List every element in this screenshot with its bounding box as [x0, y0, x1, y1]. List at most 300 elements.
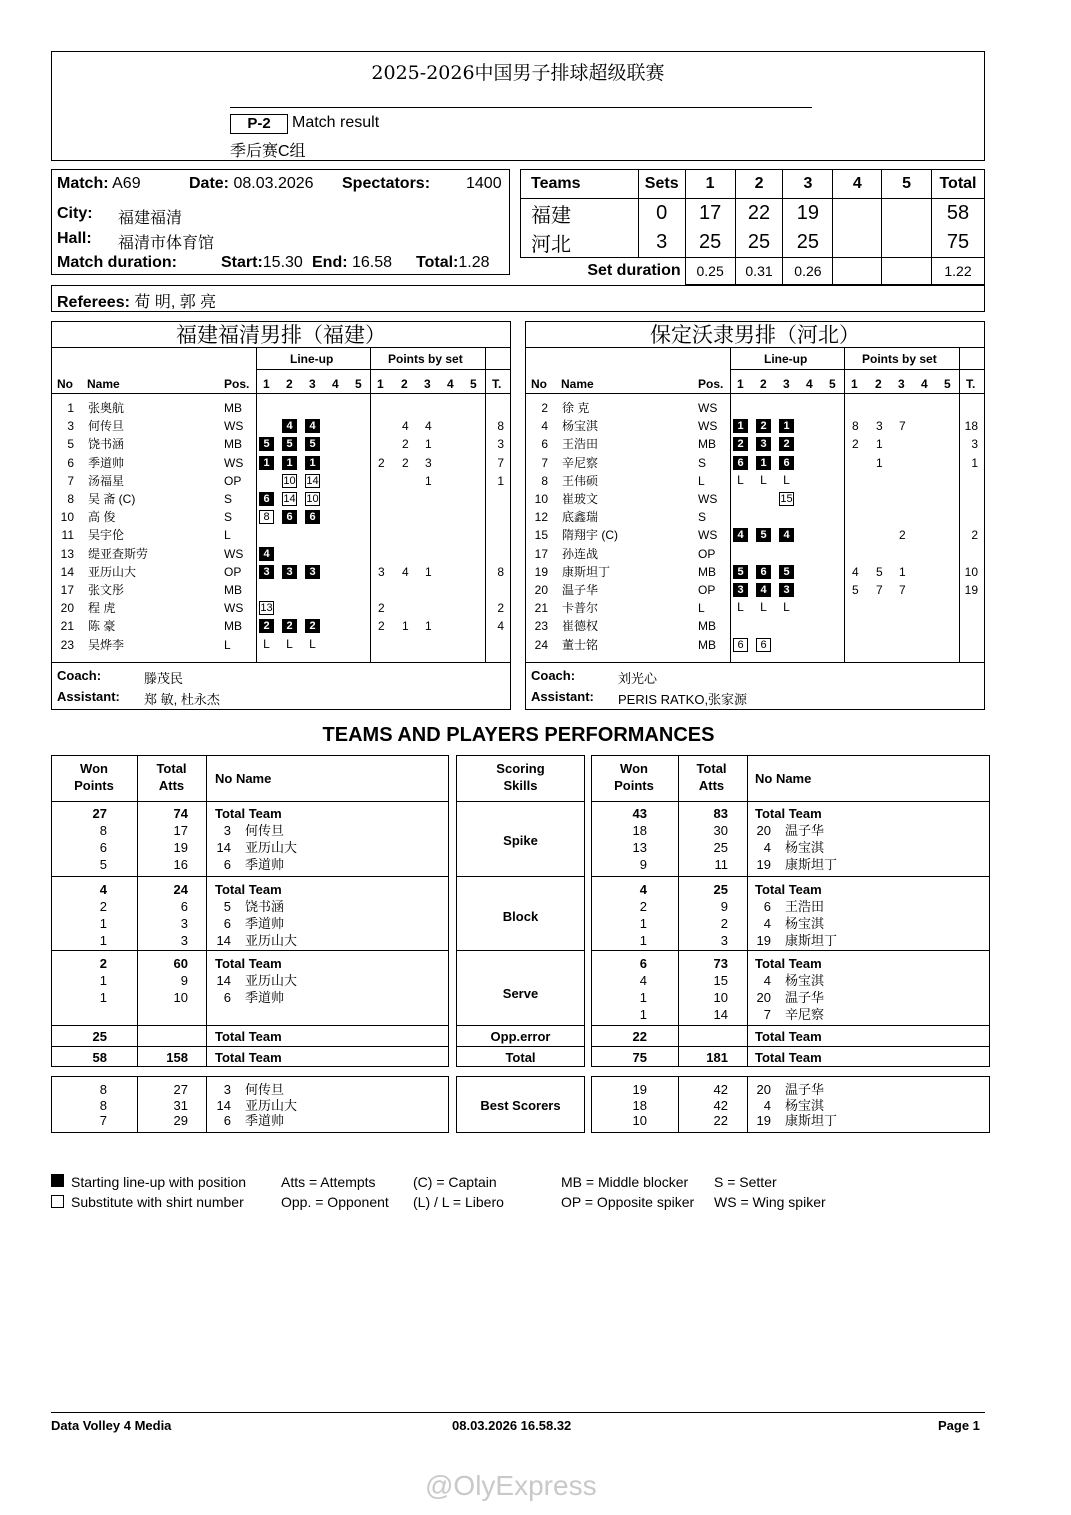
start-label: Start: — [221, 254, 263, 271]
hall-value: 福清市体育馆 — [118, 235, 215, 252]
player-position: OP — [698, 583, 716, 597]
substitute-box: 6 — [733, 638, 748, 652]
away-col-name: Name — [561, 377, 594, 391]
starting-lineup-swatch — [51, 1174, 64, 1187]
libero-mark: L — [760, 600, 767, 615]
legend-libero: (L) / L = Libero — [413, 1194, 504, 1210]
set-points: 8 — [852, 419, 859, 434]
best-scorer-atts: 42 — [713, 1097, 728, 1113]
best-scorer-points: 7 — [99, 1113, 107, 1128]
player-total-points: 8 — [497, 564, 504, 579]
home-opp-error-label: Total Team — [215, 1029, 282, 1044]
player-atts: 3 — [180, 933, 188, 948]
player-name: 汤福星 — [88, 473, 125, 488]
libero-mark: L — [263, 636, 270, 651]
away-col-total: T. — [966, 377, 976, 391]
libero-mark: L — [760, 472, 767, 487]
set-points: 3 — [378, 564, 385, 579]
player-number: 1 — [67, 401, 74, 415]
player-name: 季道帅 — [245, 990, 285, 1005]
best-scorer-atts: 42 — [713, 1082, 728, 1097]
home-grid-line — [256, 348, 257, 662]
player-total-points: 1 — [497, 473, 504, 488]
skill-opp-error: Opp.error — [490, 1029, 551, 1044]
player-name: 康斯坦丁 — [785, 933, 838, 948]
home-section-team-label: Total Team — [215, 882, 282, 897]
player-number: 7 — [541, 455, 548, 470]
home-col-name: Name — [87, 377, 120, 391]
home-section-atts: 74 — [173, 806, 188, 821]
home-opp-error: 25 — [92, 1029, 107, 1044]
score-away-team: 河北 — [521, 228, 639, 258]
away-col-no-name: No Name — [755, 771, 812, 786]
set-duration-4 — [833, 258, 882, 285]
set-points: 2 — [852, 437, 859, 452]
player-number: 10 — [534, 492, 548, 506]
score-away-s4 — [833, 228, 882, 258]
starting-position-box: 3 — [733, 583, 748, 597]
player-position: S — [698, 510, 707, 525]
libero-mark: L — [737, 472, 744, 487]
away-col-total: Total — [696, 761, 727, 776]
substitute-box: 10 — [306, 493, 319, 505]
substitute-box: 6 — [756, 638, 771, 652]
player-number: 17 — [534, 546, 548, 561]
score-header-set4: 4 — [833, 170, 882, 199]
away-points-set-3: 3 — [898, 377, 905, 391]
player-number: 7 — [67, 473, 74, 488]
player-won: 1 — [639, 990, 647, 1005]
substitute-box: 10 — [283, 474, 296, 487]
home-col-no: No — [57, 377, 73, 391]
home-section-won: 4 — [99, 882, 107, 897]
home-points-set-3: 3 — [424, 377, 431, 391]
set-points: 7 — [876, 583, 883, 597]
player-position: MB — [698, 637, 716, 652]
player-won: 13 — [632, 840, 647, 855]
home-coach-label: Coach: — [57, 668, 102, 683]
player-shirt: 19 — [756, 933, 771, 948]
legend-starting: Starting line-up with position — [71, 1174, 247, 1190]
col-skills: Skills — [503, 778, 538, 793]
player-number: 11 — [61, 528, 74, 543]
set-points: 7 — [899, 419, 906, 434]
legend-opp: Opp. = Opponent — [281, 1194, 389, 1210]
away-coach-label: Coach: — [531, 668, 576, 683]
player-number: 21 — [534, 601, 548, 616]
set-points: 4 — [852, 564, 859, 579]
player-won: 8 — [99, 823, 107, 838]
home-col-won: Won — [80, 761, 108, 776]
match-number: A69 — [112, 175, 141, 192]
starting-position-box: 2 — [756, 419, 771, 433]
substitute-box: 14 — [306, 474, 319, 487]
duration-label: Match duration: — [57, 254, 177, 271]
player-position: WS — [698, 492, 718, 506]
set-points: 5 — [876, 564, 883, 579]
player-shirt: 7 — [763, 1007, 771, 1022]
score-home-sets: 0 — [638, 199, 685, 229]
end-label: End: — [312, 254, 348, 271]
player-total-points: 10 — [964, 564, 978, 579]
player-atts: 30 — [713, 823, 728, 838]
home-lineup-set-4: 4 — [332, 377, 339, 391]
starting-position-box: 6 — [305, 510, 320, 524]
set-duration-label: Set duration — [521, 258, 686, 285]
away-section-team-label: Total Team — [755, 956, 822, 971]
row-line — [456, 801, 585, 802]
away-opp-error-label: Total Team — [755, 1029, 822, 1044]
footer-software: Data Volley 4 Media — [51, 1418, 172, 1433]
score-header-teams: Teams — [521, 170, 639, 199]
player-atts: 14 — [713, 1007, 728, 1022]
referees — [51, 285, 985, 312]
player-won: 1 — [99, 916, 107, 931]
away-section-team-label: Total Team — [755, 806, 822, 821]
best-scorer-shirt: 3 — [223, 1082, 231, 1097]
player-number: 20 — [534, 583, 548, 597]
score-away-s3: 25 — [783, 228, 833, 258]
player-position: WS — [224, 419, 244, 434]
home-col-atts: Atts — [158, 778, 185, 793]
starting-position-box: 4 — [259, 547, 274, 561]
starting-position-box: 2 — [259, 619, 274, 633]
player-shirt: 3 — [223, 823, 231, 838]
best-scorer-atts: 22 — [713, 1113, 728, 1128]
set-points: 1 — [402, 619, 409, 634]
away-grid-line — [526, 393, 984, 394]
score-table — [520, 169, 985, 280]
player-position: L — [224, 637, 231, 652]
starting-position-box: 1 — [756, 456, 771, 470]
city-label: City: — [57, 205, 93, 222]
score-away-s5 — [882, 228, 932, 258]
score-home-s2: 22 — [735, 199, 783, 229]
home-section-team-label: Total Team — [215, 806, 282, 821]
score-away-sets: 3 — [638, 228, 685, 258]
player-won: 4 — [639, 973, 647, 988]
set-points: 2 — [378, 619, 385, 634]
starting-position-box: 2 — [282, 619, 297, 633]
player-position: MB — [698, 619, 716, 634]
player-name: 王伟硕 — [562, 473, 599, 488]
away-section-won: 4 — [639, 882, 647, 897]
player-position: L — [698, 473, 705, 488]
player-won: 2 — [99, 899, 107, 914]
row-line — [51, 1046, 449, 1047]
starting-position-box: 5 — [733, 565, 748, 579]
footer-timestamp: 08.03.2026 16.58.32 — [452, 1418, 572, 1433]
score-away-s1: 25 — [685, 228, 735, 258]
starting-position-box: 1 — [779, 419, 794, 433]
row-line — [591, 876, 990, 877]
score-home-s4 — [833, 199, 882, 229]
player-name: 底鑫瑞 — [562, 510, 599, 525]
best-scorer-points: 8 — [99, 1097, 107, 1113]
best-scorer-name: 何传旦 — [245, 1082, 285, 1097]
set-points: 4 — [402, 419, 409, 434]
home-assistant-label: Assistant: — [57, 689, 120, 704]
player-number: 19 — [534, 564, 548, 579]
away-points-set-4: 4 — [921, 377, 928, 391]
away-total-label: Total Team — [755, 1050, 822, 1065]
match-group: 季后赛C组 — [230, 143, 306, 160]
hall-label: Hall: — [57, 230, 92, 247]
player-shirt: 4 — [763, 973, 771, 988]
home-total-won: 58 — [92, 1050, 107, 1065]
set-points: 2 — [402, 455, 409, 470]
spectators-value: 1400 — [466, 175, 502, 192]
player-position: OP — [698, 546, 716, 561]
player-atts: 17 — [173, 823, 188, 838]
player-number: 10 — [60, 510, 74, 525]
away-coach-name: 刘光心 — [618, 671, 658, 686]
best-scorer-points: 19 — [632, 1082, 647, 1097]
player-number: 13 — [60, 546, 74, 561]
player-number: 17 — [60, 583, 74, 597]
starting-position-box: 5 — [779, 565, 794, 579]
player-name: 饶书涵 — [245, 899, 285, 914]
match-info — [51, 169, 510, 275]
set-duration-1: 0.25 — [685, 258, 735, 285]
set-points: 1 — [876, 437, 883, 452]
home-grid-line — [256, 369, 510, 370]
player-won: 1 — [99, 990, 107, 1005]
legend-ws: WS = Wing spiker — [714, 1194, 826, 1210]
legend-atts: Atts = Attempts — [281, 1174, 376, 1190]
player-won: 1 — [99, 933, 107, 948]
starting-position-box: 4 — [779, 528, 794, 542]
player-shirt: 6 — [223, 990, 231, 1005]
player-name: 缇亚查斯劳 — [88, 546, 149, 561]
set-points: 3 — [425, 455, 432, 470]
player-position: MB — [698, 564, 716, 579]
best-scorer-points: 18 — [632, 1097, 647, 1113]
set-points: 4 — [425, 419, 432, 434]
score-header-set2: 2 — [735, 170, 783, 199]
away-points-set-1: 1 — [851, 377, 858, 391]
row-line — [456, 950, 585, 951]
player-atts: 3 — [180, 916, 188, 931]
home-section-atts: 24 — [173, 882, 188, 897]
set-points: 7 — [899, 583, 906, 597]
home-col-total: T. — [492, 377, 502, 391]
player-name: 徐 克 — [562, 401, 590, 415]
best-scorer-name: 康斯坦丁 — [785, 1113, 838, 1128]
home-section-won: 2 — [99, 956, 107, 971]
player-position: S — [224, 510, 233, 525]
score-header-set5: 5 — [882, 170, 932, 199]
home-lineup-set-5: 5 — [355, 377, 362, 391]
row-line — [51, 801, 449, 802]
best-scorer-atts: 29 — [173, 1113, 188, 1128]
player-number: 6 — [541, 437, 548, 452]
set-points: 2 — [899, 528, 906, 543]
starting-position-box: 4 — [282, 419, 297, 433]
set-points: 1 — [876, 455, 883, 470]
header-rule — [230, 107, 812, 108]
player-number: 20 — [60, 601, 74, 616]
starting-position-box: 5 — [282, 437, 297, 451]
set-duration-2: 0.31 — [735, 258, 783, 285]
end-value: 16.58 — [352, 254, 393, 271]
away-roster — [525, 321, 985, 710]
player-shirt: 4 — [763, 840, 771, 855]
player-name: 陈 豪 — [88, 619, 116, 634]
player-name: 温子华 — [785, 823, 825, 838]
player-number: 15 — [534, 528, 548, 543]
player-number: 21 — [60, 619, 74, 634]
away-total-won: 75 — [632, 1050, 647, 1065]
substitute-box: 8 — [259, 510, 274, 524]
player-name: 吴 斋 (C) — [88, 492, 136, 506]
referees-label: Referees: — [57, 294, 130, 311]
skill-block: Block — [502, 909, 539, 924]
player-position: MB — [224, 437, 242, 452]
player-name: 程 虎 — [88, 601, 116, 616]
away-grid-line — [730, 369, 984, 370]
player-won: 1 — [639, 916, 647, 931]
home-grid-line — [485, 348, 486, 662]
starting-position-box: 5 — [305, 437, 320, 451]
away-assistant-label: Assistant: — [531, 689, 594, 704]
player-name: 张奥航 — [88, 401, 125, 415]
row-line — [51, 1025, 449, 1026]
player-total-points: 4 — [497, 619, 504, 634]
player-won: 1 — [99, 973, 107, 988]
away-lineup-set-3: 3 — [783, 377, 790, 391]
starting-position-box: 4 — [305, 419, 320, 433]
home-section-atts: 60 — [173, 956, 188, 971]
player-shirt: 20 — [756, 990, 771, 1005]
player-name: 董士铭 — [562, 637, 599, 652]
player-number: 5 — [67, 437, 74, 452]
set-points: 4 — [402, 564, 409, 579]
player-position: OP — [224, 473, 242, 488]
row-line — [51, 876, 449, 877]
set-points: 1 — [425, 437, 432, 452]
row-line — [456, 876, 585, 877]
player-position: S — [698, 455, 707, 470]
substitute-box: 13 — [260, 602, 273, 615]
best-scorer-points: 8 — [99, 1082, 107, 1097]
player-atts: 25 — [713, 840, 728, 855]
away-section-team-label: Total Team — [755, 882, 822, 897]
player-name: 辛尼察 — [562, 455, 599, 470]
away-points-set-2: 2 — [875, 377, 882, 391]
starting-position-box: 1 — [282, 456, 297, 470]
skill-total: Total — [505, 1050, 536, 1065]
away-team-name: 保定沃隶男排（河北） — [526, 322, 984, 348]
home-grid-line — [52, 662, 510, 663]
best-scorer-shirt: 4 — [763, 1097, 771, 1113]
set-points: 2 — [378, 455, 385, 470]
away-assistant-names: PERIS RATKO,张家源 — [618, 692, 748, 707]
substitute-box: 15 — [780, 493, 793, 505]
best-scorer-shirt: 19 — [756, 1113, 771, 1128]
starting-position-box: 3 — [779, 583, 794, 597]
libero-mark: L — [309, 636, 316, 651]
report-code: P-2 — [230, 114, 288, 134]
substitute-box: 14 — [283, 493, 296, 505]
player-atts: 10 — [713, 990, 728, 1005]
footer-page: Page 1 — [938, 1418, 980, 1433]
score-home-s5 — [882, 199, 932, 229]
set-points: 2 — [402, 437, 409, 452]
player-number: 3 — [67, 419, 74, 434]
player-name: 亚历山大 — [245, 933, 298, 948]
away-lineup-set-5: 5 — [829, 377, 836, 391]
home-coach-name: 滕茂民 — [144, 671, 184, 686]
player-name: 崔德权 — [562, 619, 599, 634]
player-position: WS — [698, 528, 718, 543]
home-lineup-set-3: 3 — [309, 377, 316, 391]
player-name: 温子华 — [785, 990, 825, 1005]
away-section-won: 6 — [639, 956, 647, 971]
player-name: 辛尼察 — [785, 1007, 825, 1022]
player-won: 6 — [99, 840, 107, 855]
player-position: MB — [698, 437, 716, 452]
away-col-won: Won — [620, 761, 648, 776]
home-section-won: 27 — [92, 806, 107, 821]
competition-title: 2025-2026中国男子排球超级联赛 — [371, 62, 665, 84]
set-points: 1 — [899, 564, 906, 579]
starting-position-box: 4 — [733, 528, 748, 542]
starting-position-box: 6 — [733, 456, 748, 470]
player-total-points: 18 — [964, 419, 978, 434]
away-grid-line — [959, 348, 960, 662]
row-line — [591, 1046, 990, 1047]
score-header-set3: 3 — [783, 170, 833, 199]
away-col-pos: Pos. — [698, 377, 724, 391]
performances-title: TEAMS AND PLAYERS PERFORMANCES — [322, 724, 715, 746]
match-date: 08.03.2026 — [233, 175, 314, 192]
away-col-no: No — [531, 377, 547, 391]
player-position: WS — [224, 455, 244, 470]
player-name: 温子华 — [562, 583, 599, 597]
home-col-pos: Pos. — [224, 377, 250, 391]
player-position: WS — [698, 401, 718, 415]
player-number: 23 — [534, 619, 548, 634]
set-duration-total: 1.22 — [931, 258, 984, 285]
watermark: @OlyExpress — [425, 1470, 597, 1501]
spectators-label: Spectators: — [342, 175, 431, 192]
row-line — [456, 1025, 585, 1026]
player-position: S — [224, 492, 233, 506]
away-total-atts: 181 — [706, 1050, 728, 1065]
date-label: Date: — [189, 175, 230, 192]
set-points: 1 — [425, 473, 432, 488]
away-lineup-set-4: 4 — [806, 377, 813, 391]
player-atts: 10 — [173, 990, 188, 1005]
player-shirt: 20 — [756, 823, 771, 838]
player-name: 饶书涵 — [88, 437, 125, 452]
starting-position-box: 1 — [305, 456, 320, 470]
player-total-points: 8 — [497, 419, 504, 434]
home-col-total: Total — [156, 761, 187, 776]
total-label: Total: — [416, 254, 459, 271]
footer-rule — [51, 1412, 985, 1413]
skill-spike: Spike — [503, 833, 538, 848]
best-scorer-name: 杨宝淇 — [785, 1097, 825, 1113]
player-name: 王浩田 — [785, 899, 825, 914]
best-scorer-points: 10 — [632, 1113, 647, 1128]
player-total-points: 3 — [497, 437, 504, 452]
player-name: 隋翔宇 (C) — [562, 528, 618, 543]
set-points: 1 — [425, 564, 432, 579]
col-scoring: Scoring — [496, 761, 545, 776]
player-atts: 6 — [180, 899, 188, 914]
